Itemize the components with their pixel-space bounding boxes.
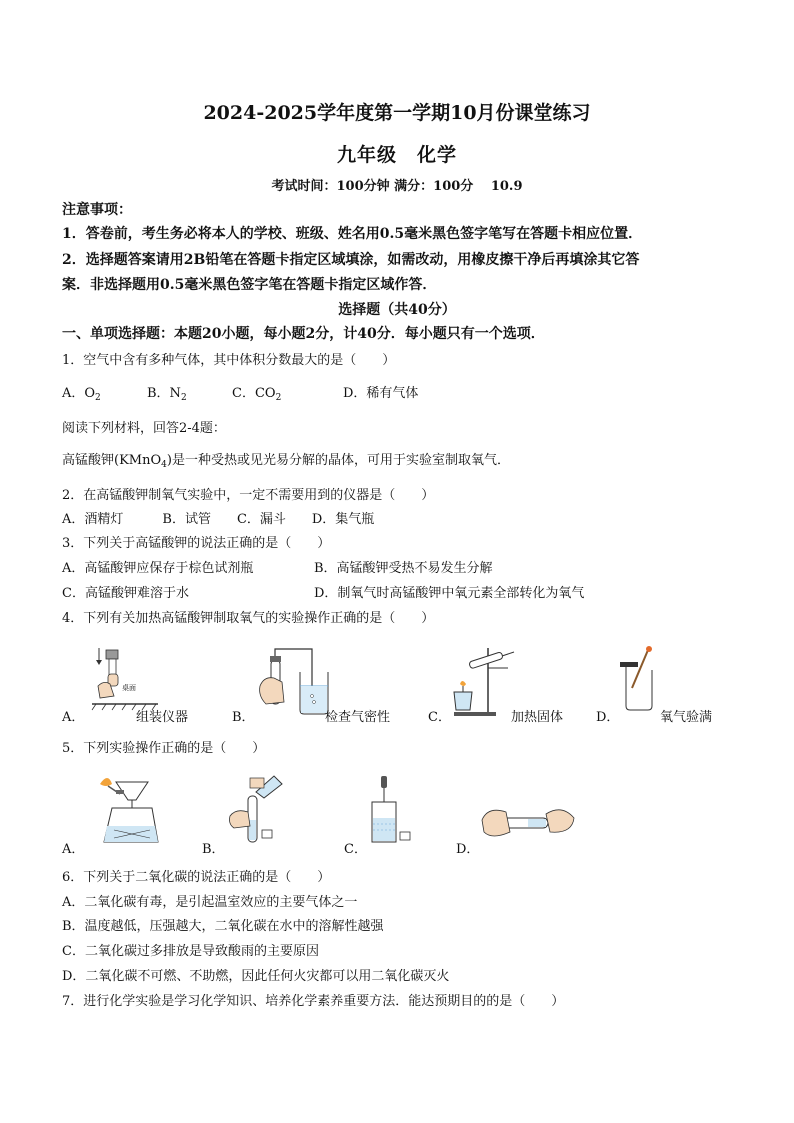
material-text: 高锰酸钾(KMnO$_4$)是一种受热或见光易分解的晶体，可用于实验室制取氧气． bbox=[62, 453, 510, 470]
q6-option-a: A．二氧化碳有毒，是引起温室效应的主要气体之一 bbox=[62, 895, 358, 910]
q4-option-a-label: A． bbox=[62, 710, 85, 725]
hands-tube-figure bbox=[480, 800, 576, 850]
exam-meta: 考试时间：100分钟 满分：100分 10.9 bbox=[271, 179, 523, 194]
notice-heading: 注意事项： bbox=[62, 202, 132, 218]
q1-stem: 1．空气中含有多种气体，其中体积分数最大的是（ ） bbox=[62, 353, 396, 368]
dropper-figure bbox=[370, 768, 420, 848]
oxygen-test-figure bbox=[618, 644, 658, 714]
q1-option-b: B．$N_2$ bbox=[147, 386, 187, 403]
q6-stem: 6．下列关于二氧化碳的说法正确的是（ ） bbox=[62, 870, 331, 885]
q6-option-c: C．二氧化碳过多排放是导致酸雨的主要原因 bbox=[62, 944, 319, 959]
q4-stem: 4．下列有关加热高锰酸钾制取氧气的实验操作正确的是（ ） bbox=[62, 611, 435, 626]
notice-item-2-line-1: 2．选择题答案请用2B铅笔在答题卡指定区域填涂，如需改动，用橡皮擦干净后再填涂其它答 bbox=[62, 252, 640, 268]
q1-option-c: C．$CO_2$ bbox=[232, 386, 282, 403]
q4-option-b-caption: 检查气密性 bbox=[325, 710, 391, 725]
q5-option-a-label: A． bbox=[62, 842, 85, 857]
q5-option-b-label: B． bbox=[202, 842, 225, 857]
q4-option-d-label: D． bbox=[596, 710, 620, 725]
q6-option-d: D．二氧化碳不可燃、不助燃，因此任何火灾都可以用二氧化碳灭火 bbox=[62, 969, 450, 984]
q4-option-c-label: C． bbox=[428, 710, 451, 725]
page-title: 2024-2025学年度第一学期10月份课堂练习 bbox=[203, 102, 591, 124]
section-part1: 一、单项选择题：本题20小题，每小题2分，计40分．每小题只有一个选项． bbox=[62, 326, 545, 342]
q6-option-b: B．温度越低，压强越大，二氧化碳在水中的溶解性越强 bbox=[62, 919, 384, 934]
q4-option-d-caption: 氧气验满 bbox=[660, 710, 713, 725]
q1-option-a: A．$O_2$ bbox=[62, 386, 101, 403]
q5-option-d-label: D． bbox=[456, 842, 480, 857]
page-subtitle: 九年级 化学 bbox=[336, 144, 457, 166]
airtightness-figure bbox=[252, 646, 332, 718]
q4-option-a-caption: 组装仪器 bbox=[136, 710, 189, 725]
section-title: 选择题（共40分） bbox=[338, 302, 456, 318]
q3-option-b: B．高锰酸钾受热不易发生分解 bbox=[314, 561, 493, 576]
q2-options: A．酒精灯 B．试管 C．漏斗 D．集气瓶 bbox=[62, 512, 375, 527]
q5-option-c-label: C． bbox=[344, 842, 367, 857]
q5-stem: 5．下列实验操作正确的是（ ） bbox=[62, 741, 266, 756]
material-intro: 阅读下列材料，回答2-4题： bbox=[62, 421, 226, 436]
q3-stem: 3．下列关于高锰酸钾的说法正确的是（ ） bbox=[62, 536, 331, 551]
notice-item-2-line-2: 案．非选择题用0.5毫米黑色签字笔在答题卡指定区域作答． bbox=[62, 277, 437, 293]
q3-option-c: C．高锰酸钾难溶于水 bbox=[62, 586, 189, 601]
filtration-figure bbox=[94, 768, 164, 848]
notice-item-1: 1．答卷前，考生务必将本人的学校、班级、姓名用0.5毫米黑色签字笔写在答题卡相应位置． bbox=[62, 226, 643, 242]
desktop-label: 桌面 bbox=[122, 684, 136, 692]
pouring-figure bbox=[226, 768, 286, 848]
q2-stem: 2．在高锰酸钾制氧气实验中，一定不需要用到的仪器是（ ） bbox=[62, 488, 435, 503]
q3-option-a: A．高锰酸钾应保存于棕色试剂瓶 bbox=[62, 561, 254, 576]
q3-option-d: D．制氧气时高锰酸钾中氧元素全部转化为氧气 bbox=[314, 586, 585, 601]
q7-stem: 7．进行化学实验是学习化学知识、培养化学素养重要方法．能达预期目的的是（ ） bbox=[62, 994, 565, 1009]
q4-option-b-label: B． bbox=[232, 710, 255, 725]
q1-option-d: D．稀有气体 bbox=[343, 386, 419, 401]
q4-option-c-caption: 加热固体 bbox=[511, 710, 564, 725]
